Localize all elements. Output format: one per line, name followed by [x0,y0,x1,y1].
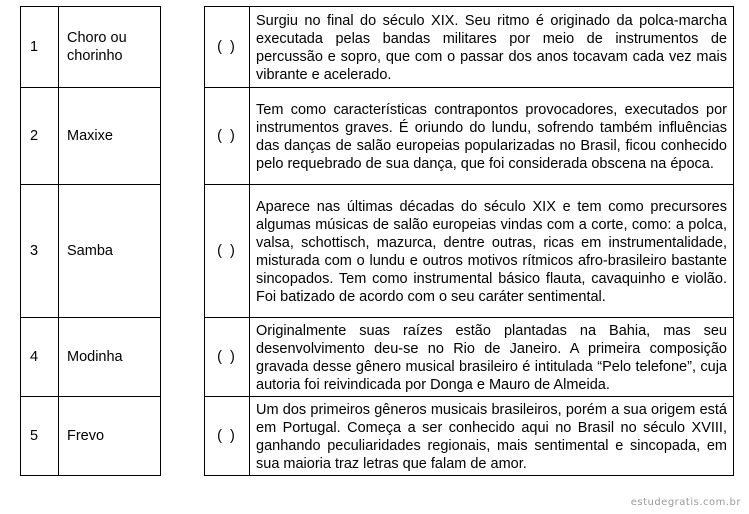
genre-number: 3 [21,185,59,318]
genre-name: Choro ou chorinho [59,7,161,88]
description-text: Tem como características contrapontos provocadores, executados por instrumentos graves. É oriundo do lundu, sofrendo também influências das danças de salão europeias popularizadas no Brasil, ficou conhecido pelo requebrado de sua dança, que foi considerada obscena na época. [250,88,734,185]
genre-number: 4 [21,318,59,397]
genre-number: 1 [21,7,59,88]
description-text: Surgiu no final do século XIX. Seu ritmo é originado da polca-marcha executada pelas bandas militares por meio de instrumentos de percussão e sopro, que com o passar dos anos tocavam cada vez mais vibrante e acelerado. [250,7,734,88]
description-row [205,7,734,88]
description-row [205,397,734,476]
genre-name: Maxixe [59,88,161,185]
description-row [205,318,734,397]
genre-row [21,7,161,88]
watermark: estudegratis.com.br [630,497,741,508]
genre-number: 5 [21,397,59,476]
genre-row [21,318,161,397]
answer-blank[interactable]: ( ) [205,88,250,185]
genre-row [21,185,161,318]
genre-row [21,88,161,185]
answer-blank[interactable]: ( ) [205,7,250,88]
description-row [205,88,734,185]
genre-name: Samba [59,185,161,318]
answer-blank[interactable]: ( ) [205,185,250,318]
description-text: Originalmente suas raízes estão plantadas na Bahia, mas seu desenvolvimento deu-se no Rio de Janeiro. A primeira composição gravada desse gênero musical brasileiro é intitulada “Pelo telefone”, cuja autoria foi reivindicada por Donga e Mauro de Almeida. [250,318,734,397]
genre-number: 2 [21,88,59,185]
genre-name: Frevo [59,397,161,476]
answer-blank[interactable]: ( ) [205,397,250,476]
description-table [204,6,734,476]
genre-row [21,397,161,476]
genre-name: Modinha [59,318,161,397]
description-text: Aparece nas últimas décadas do século XIX e tem como precursores algumas músicas de salão europeias vindas com a corte, como: a polca, valsa, schottisch, mazurca, dentre outras, ricas em instrumentalidade, misturada com o lundu e outros motivos rítmicos afro-brasileiro bastante sincopados. Tem como instrumental básico flauta, cavaquinho e violão. Foi batizado de acordo com o seu caráter sentimental. [250,185,734,318]
genre-table [20,6,161,476]
description-row [205,185,734,318]
answer-blank[interactable]: ( ) [205,318,250,397]
description-text: Um dos primeiros gêneros musicais brasileiros, porém a sua origem está em Portugal. Começa a ser conhecido aqui no Brasil no século XVIII, ganhando peculiaridades regionais, mais sentimental e sincopada, em sua maioria traz letras que falam de amor. [250,397,734,476]
